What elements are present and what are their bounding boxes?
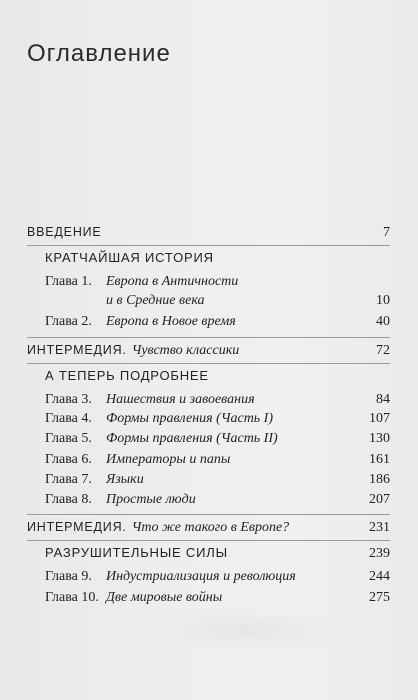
chapter-title: Две мировые войны [106,590,223,605]
divider [27,540,390,541]
chapter-title: и в Средние века [106,293,205,308]
interlude-label: ИНТЕРМЕДИЯ. [27,520,127,534]
divider [27,514,390,515]
chapter-title: Языки [106,472,144,487]
page-number: 161 [369,452,390,467]
toc-entry-chapter-10[interactable] [45,589,390,607]
section-heading[interactable] [45,544,390,562]
section-heading[interactable] [45,249,390,267]
toc-entry-chapter-8[interactable] [45,491,390,509]
section-heading-label: А ТЕПЕРЬ ПОДРОБНЕЕ [45,368,209,383]
chapter-title: Европа в Новое время [106,314,236,329]
chapter-title: Формы правления (Часть I) [106,411,274,426]
page-number: 40 [376,314,390,329]
page-number: 130 [369,431,390,446]
toc-entry-interlude-2[interactable] [27,518,390,536]
interlude-label: ИНТЕРМЕДИЯ. [27,343,127,357]
interlude-title: Что же такого в Европе? [131,520,290,535]
page-number: 239 [369,546,390,561]
chapter-title: Простые люди [106,492,196,507]
intro-label: ВВЕДЕНИЕ [27,225,102,239]
toc-entry-chapter-6[interactable] [45,451,390,469]
toc-entry-chapter-3[interactable] [45,391,390,409]
section-heading[interactable] [45,367,390,385]
divider [27,337,390,338]
chapter-title: Формы правления (Часть II) [106,431,278,446]
show-through-shadow [150,610,350,650]
page-number: 10 [376,293,390,308]
page-number: 7 [383,225,390,240]
toc-entry-chapter-7[interactable] [45,471,390,489]
page-number: 107 [369,411,390,426]
chapter-label: Глава 5. [45,431,92,446]
section-heading-label: КРАТЧАЙШАЯ ИСТОРИЯ [45,250,214,265]
chapter-title: Европа в Античности [106,274,239,289]
page-number: 275 [369,590,390,605]
page-title: Оглавление [27,40,171,67]
chapter-label: Глава 4. [45,411,92,426]
toc-entry-chapter-5[interactable] [45,430,390,448]
toc-entry-intro[interactable] [27,223,390,241]
page-number: 72 [376,343,390,358]
chapter-label: Глава 1. [45,274,92,289]
toc-entry-interlude-1[interactable] [27,341,390,359]
toc-entry-chapter-9[interactable] [45,568,390,586]
chapter-title: Индустриализация и революция [106,569,296,584]
chapter-title: Нашествия и завоевания [106,392,255,407]
chapter-label: Глава 7. [45,472,92,487]
toc-entry-chapter-2[interactable] [45,313,390,331]
page-number: 207 [369,492,390,507]
chapter-label: Глава 3. [45,392,92,407]
chapter-title: Императоры и папы [106,452,231,467]
chapter-label: Глава 6. [45,452,92,467]
chapter-label: Глава 9. [45,569,92,584]
toc-entry-chapter-4[interactable] [45,410,390,428]
divider [27,363,390,364]
page-number: 186 [369,472,390,487]
page-number: 231 [369,520,390,535]
section-heading-label: РАЗРУШИТЕЛЬНЫЕ СИЛЫ [45,545,228,560]
toc-entry-chapter-1[interactable] [45,273,390,291]
divider [27,245,390,246]
page-number: 244 [369,569,390,584]
chapter-label: Глава 2. [45,314,92,329]
chapter-label: Глава 10. [45,590,99,605]
chapter-label: Глава 8. [45,492,92,507]
toc-entry-chapter-1-cont[interactable] [45,292,390,310]
page-number: 84 [376,392,390,407]
interlude-title: Чувство классики [131,343,240,358]
